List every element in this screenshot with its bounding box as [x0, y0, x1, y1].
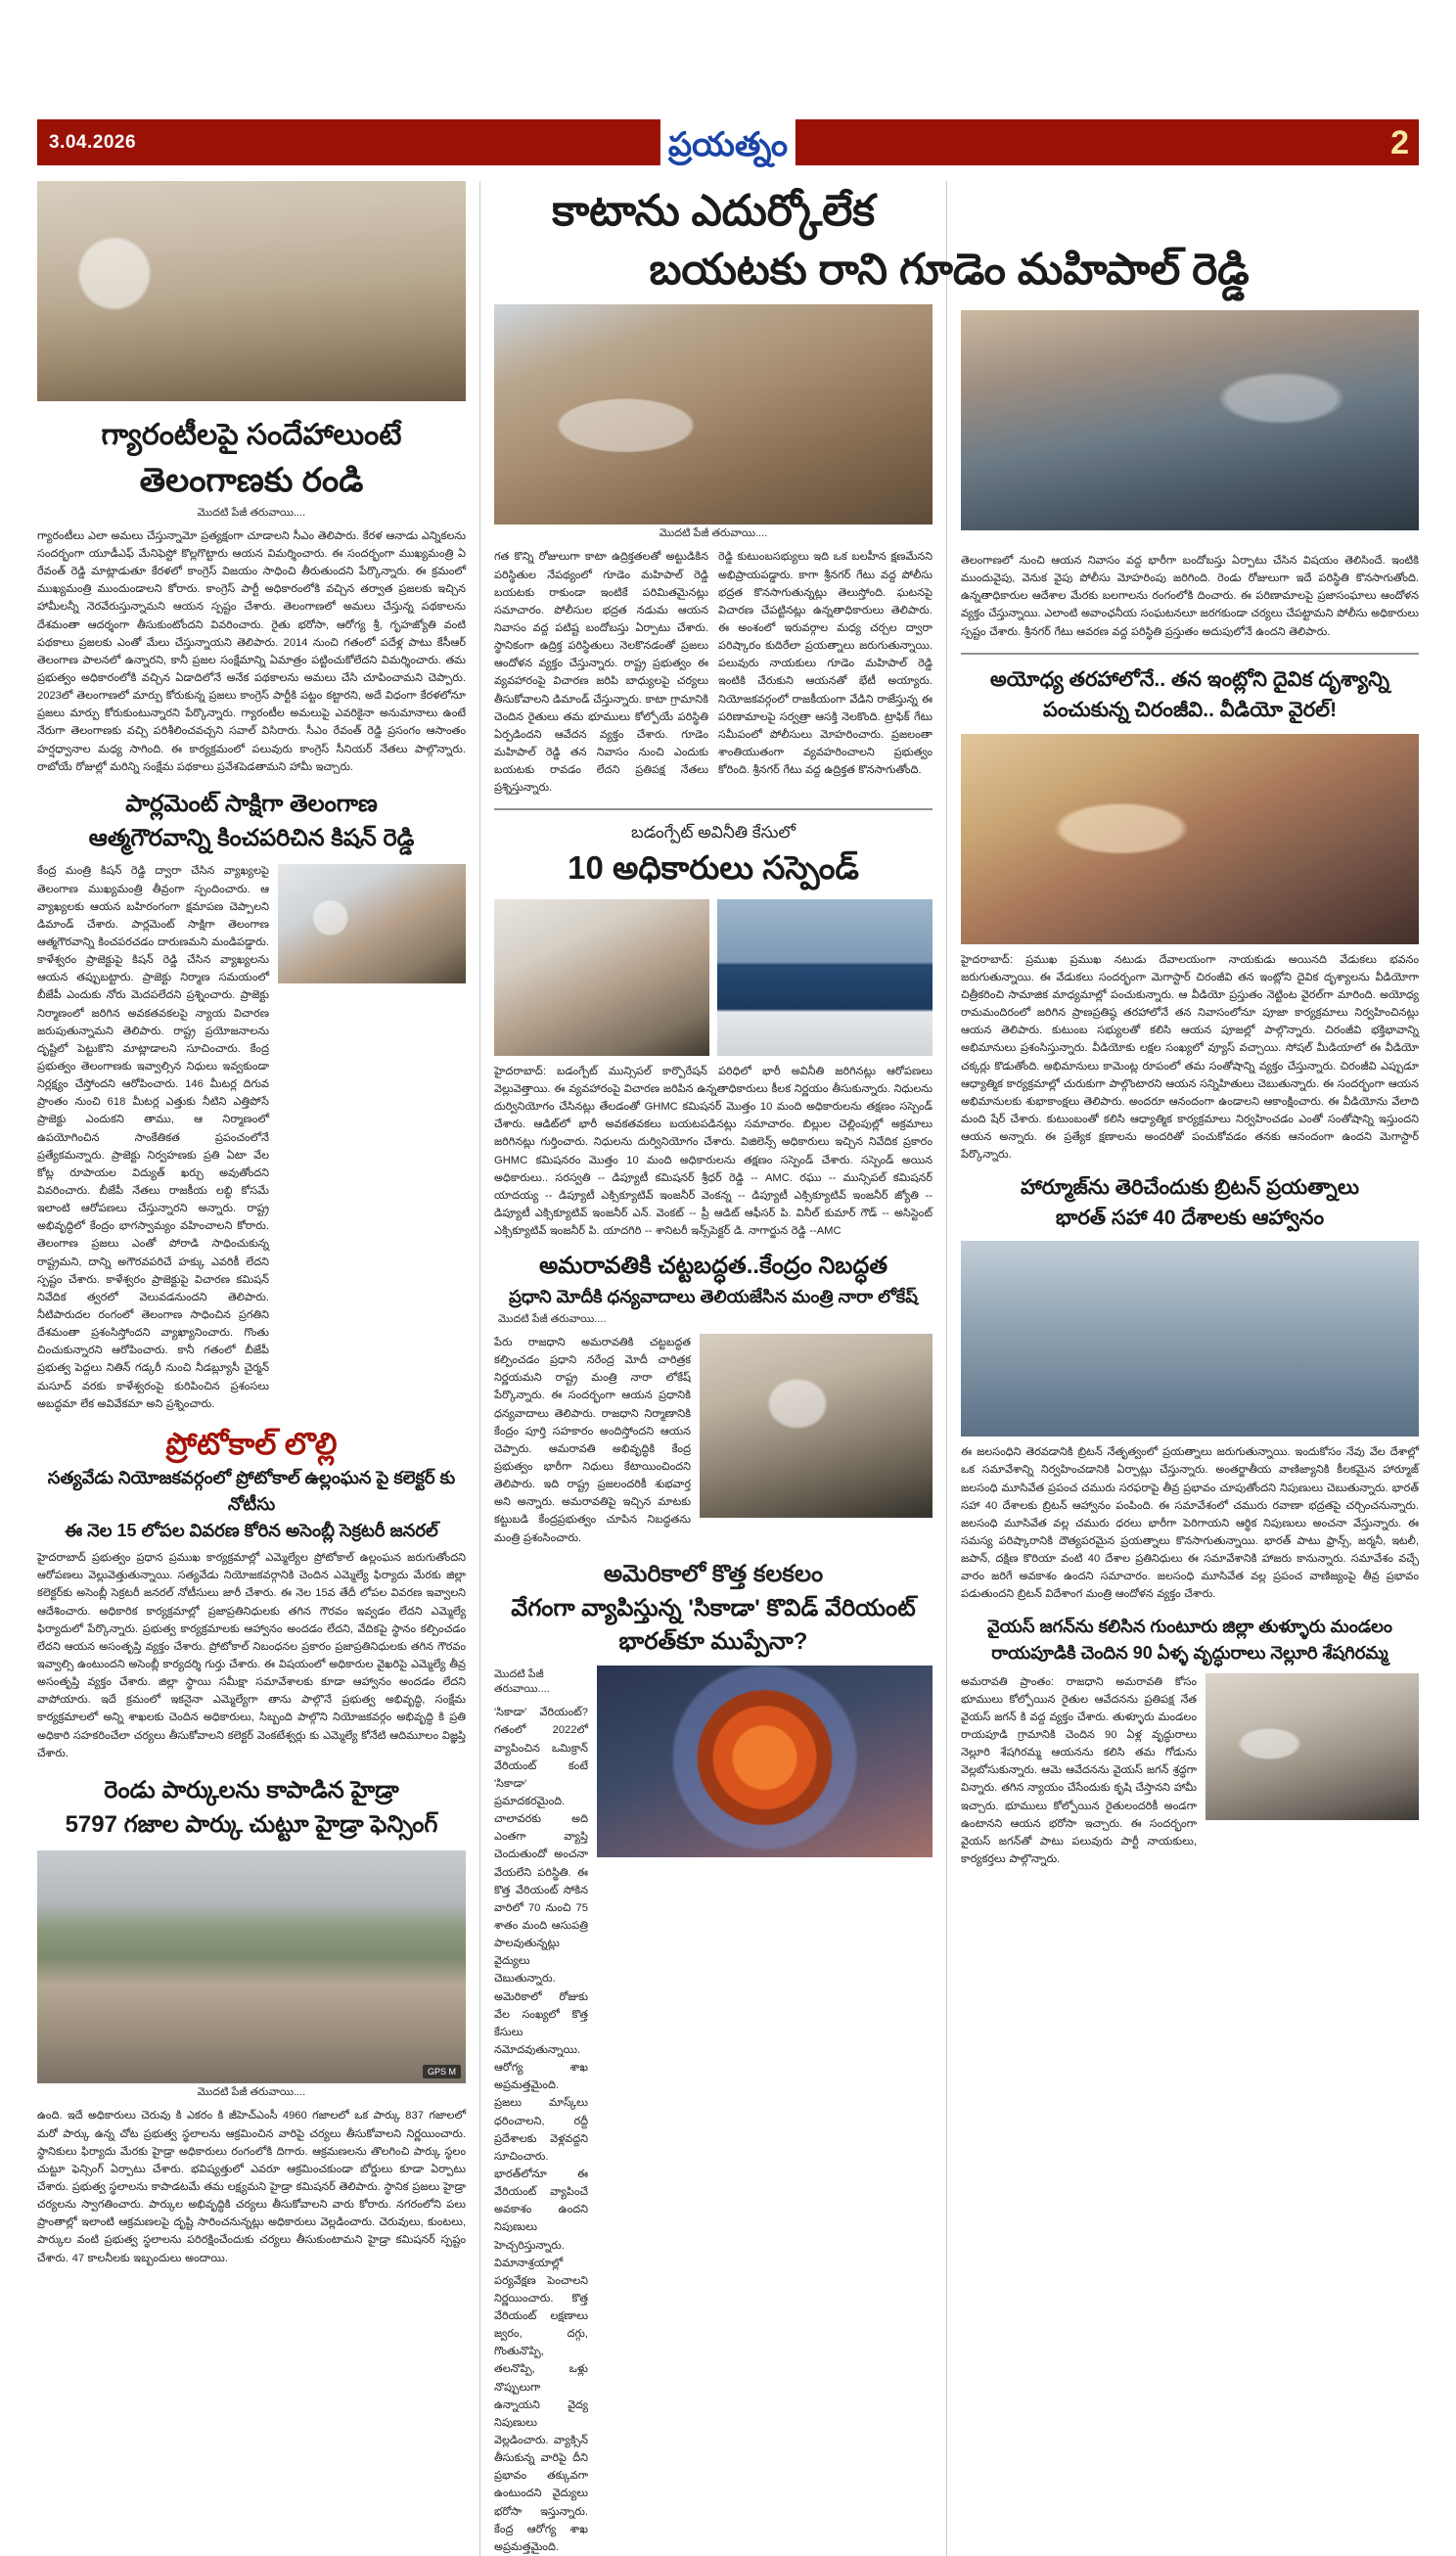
lead-photo-row	[494, 304, 933, 525]
right-column	[947, 181, 1419, 2556]
mid-story1-kicker: బడంగ్పేట్ అవినీతి కేసులో	[630, 823, 796, 843]
left-story4-caption: మొదటి పేజీ తరువాయి....	[197, 2086, 306, 2099]
right-story2-headline-line1: హార్మూజ్‌ను తెరిచేందుకు బ్రిటన్ ప్రయత్నాలు	[1021, 1176, 1359, 1200]
mid-story2-headline: అమరావతికి చట్టబద్ధత..కేంద్రం నిబద్ధత	[538, 1253, 888, 1280]
mid-story3-caption: మొదటి పేజీ తరువాయి....	[494, 1668, 550, 1696]
gps-watermark-badge: GPS M	[423, 2065, 461, 2078]
left-story1-headline-line1: గ్యారంటీలపై సందేహాలుంటే	[101, 419, 402, 451]
left-column	[37, 181, 479, 2556]
right-story2-body: ఈ జలసంధిని తెరవడానికి బ్రిటన్ నేతృత్వంలో ప్రయత్నాలు జరుగుతున్నాయి. ఇందుకోసం నేవు వేల దేశాల్లో ఒక సమావేశాన్ని నిర్వహించడానికి ఏర్పాట్లు చేస్తున్నారు. అంతర్జాతీయ వాణిజ్యానికి కీలకమైన హార్మూజ్ జలసంధి మూసివేత ప్రపంచ చమురు సరఫరాపై తీవ్ర ప్రభావం చూపుతోందని నిపుణులు చెబుతున్నారు. భారత్ సహా 40 దేశాలకు బ్రిటన్ ఆహ్వానం పంపింది. ఈ సమావేశంలో చమురు రవాణా భద్రతపై చర్చించనున్నారు. జలసంధి మూసివేత వల్ల చమురు ధరలు భారీగా పెరిగాయని ఆర్థిక నిపుణులు అంచనా వేస్తున్నారు. ఈ సమస్య పరిష్కారానికి దౌత్యపరమైన ప్రయత్నాలు కొనసాగుతున్నాయి. భారత్ పాటు ఫ్రాన్స్, జర్మనీ, ఇటలీ, జపాన్, దక్షిణ కొరియా వంటి 40 దేశాల ప్రతినిధులు ఈ సమావేశానికి హాజరు కానున్నారు. సమావేశం వచ్చే వారం జరిగే అవకాశం ఉందని సమాచారం. జలసంధి మూసివేత వల్ల ప్రపంచ వాణిజ్యంపై తీవ్ర ప్రభావం పడుతుందని బ్రిటన్ విదేశాంగ మంత్రి ఆందోళన వ్యక్తం చేశారు.	[961, 1446, 1419, 1601]
page-number: 2	[1390, 123, 1409, 161]
chiranjeevi-puja-photo	[961, 734, 1419, 944]
officer-desk-photo	[494, 899, 709, 1056]
lead-headline-line1: కాటాను ఎదుర్కోలేక	[552, 187, 875, 235]
left-story1-caption: మొదటి పేజీ తరువాయి....	[197, 506, 306, 519]
lead-headline-line2: బయటకు రాని గూడెం మహిపాల్ రెడ్డి	[649, 246, 1250, 294]
mid-story2-body: పేరు రాజధాని అమరావతికి చట్టబద్ధత కల్పించడం ప్రధాని నరేంద్ర మోదీ చారిత్రక నిర్ణయమని రాష్ట్ర మంత్రి నారా లోకేష్ పేర్కొన్నారు. ఈ సందర్భంగా ఆయన ప్రధానికి ధన్యవాదాలు తెలిపారు. రాజధాని నిర్మాణానికి కేంద్రం పూర్తి సహకారం అందిస్తోందని ఆయన చెప్పారు. అమరావతి అభివృద్ధికి కేంద్ర ప్రభుత్వం భారీగా నిధులు కేటాయించిందని తెలిపారు. ఇది రాష్ట్ర ప్రజలందరికీ శుభవార్త అని అన్నారు. అమరావతిపై ఇచ్చిన మాటకు కట్టుబడి కేంద్రప్రభుత్వం చూపిన నిబద్ధతను మంత్రి ప్రశంసించారు.	[494, 1337, 691, 1544]
mid-story2-layout	[494, 1334, 933, 1547]
right-story1-body: హైదరాబాద్: ప్రముఖ ప్రముఖ నటుడు దేవాలయంగా నాయకుడు అయినది వేడుకలు భవనం జరుగుతున్నాయి. ఈ వేడుకలు సందర్భంగా మెగాస్టార్ చిరంజీవి తన ఇంట్లోని దైవిక దృశ్యాలను వీడియోగా చిత్రీకరించి సామాజిక మాధ్యమాల్లో పంచుకున్నారు. ఆ వీడియో ప్రస్తుతం నెట్టింట వైరల్‌గా మారింది. అయోధ్య రామమందిరంలో జరిగిన ప్రాణప్రతిష్ఠ తరహాలోనే తన నివాసంలోనూ పూజా కార్యక్రమాలు నిర్వహించినట్లు ఆయన తెలిపారు. కుటుంబ సభ్యులతో కలిసి ఆయన పూజల్లో పాల్గొన్నారు. చిరంజీవి భక్తిభావాన్ని అభిమానులు ప్రశంసిస్తున్నారు. వీడియోకు లక్షల సంఖ్యలో వ్యూస్ వచ్చాయి. సోషల్ మీడియాలో ఈ వీడియో చక్కర్లు కొడుతోంది. అభిమానులు కామెంట్ల రూపంలో తమ సంతోషాన్ని వ్యక్తం చేస్తున్నారు. చిరంజీవి ఎప్పుడూ ఆధ్యాత్మిక కార్యక్రమాల్లో చురుకుగా పాల్గొంటారని ఆయన సన్నిహితులు చెబుతున్నారు. ఈ సందర్భంగా ఆయన అభిమానులకు శుభాకాంక్షలు తెలిపారు. అందరూ ఆనందంగా ఉండాలని ఆకాంక్షించారు. ఈ వీడియోను వేలాది మంది షేర్ చేశారు. కుటుంబంతో కలిసి ఆధ్యాత్మిక కార్యక్రమాలు నిర్వహించడం ఎంతో సంతోషాన్ని ఇస్తుందని ఆయన అన్నారు. ఈ ప్రత్యేక క్షణాలను అందరితో పంచుకోవడం తనకు ఆనందంగా ఉందని మెగాస్టార్ పేర్కొన్నారు.	[961, 953, 1419, 1162]
mid-story3-headline-line2: భారత్‌కూ ముప్పేనా?	[618, 1628, 808, 1656]
lead-body-col2: రెడ్డి కుటుంబసభ్యులు ఇది ఒక బలహీన క్షణమేనని అభిప్రాయపడ్డారు. కాగా శ్రీనగర్ గేటు వద్ద పోలీసు భద్రత కొనసాగుతున్నట్లు తెలుస్తోంది. ఘటనపై విచారణ చేపట్టినట్లు ఉన్నతాధికారులు తెలిపారు. ఈ అంశంలో ఇరువర్గాల మధ్య చర్చల ద్వారా పరిష్కారం కుదిరేలా ప్రయత్నాలు జరుగుతున్నాయి. పలువురు నాయకులు గూడెం మహిపాల్ రెడ్డి ఇంటికి చేరుకుని ఆయనతో భేటీ అయ్యారు. నియోజకవర్గంలో రాజకీయంగా వేడిని రాజేస్తున్న ఈ పరిణామాలపై సర్వత్రా ఆసక్తి నెలకొంది. ట్రాఫిక్ గేటు సమీపంలో పోలీసులు మోహరించారు. ప్రజలంతా శాంతియుతంగా వ్యవహరించాలని ప్రభుత్వం కోరింది. శ్రీనగర్ గేటు వద్ద ఉద్రిక్తత కొనసాగుతోంది.	[718, 551, 933, 777]
right-story3-layout	[961, 1673, 1419, 1869]
lead-photo-caption: మొదటి పేజీ తరువాయి....	[659, 527, 768, 540]
masthead-bar	[37, 119, 1419, 165]
right-story2-headline-line2: భారత్ సహా 40 దేశాలకు ఆహ్వానం	[1055, 1206, 1325, 1229]
left-story4-headline-line1: రెండు పార్కులను కాపాడిన హైడ్రా	[104, 1776, 399, 1803]
lokesh-modi-handshake-photo	[700, 1334, 933, 1518]
right-story3-headline-line1: వైయస్ జగన్‌ను కలిసిన గుంటూరు జిల్లా తుళ్ళూరు మండలం	[986, 1616, 1393, 1636]
page-columns	[37, 181, 1419, 2556]
left-story4-headline-line2: 5797 గజాల పార్కు చుట్టూ హైడ్రా ఫెన్సింగ్	[65, 1810, 438, 1838]
police-crowd-photo	[961, 310, 1419, 530]
left-story2-layout	[37, 862, 466, 1412]
mid-story3-headline-line1: వేగంగా వ్యాపిస్తున్న 'సికాడా' కొవిడ్ వేరియంట్	[511, 1594, 916, 1621]
newspaper-logo-text: ప్రయత్నం	[667, 125, 789, 163]
lead-body-col3: తెలంగాణలో నుంచి ఆయన నివాసం వద్ద భారీగా బందోబస్తు ఏర్పాటు చేసిన విషయం తెలిసిందే. ఇంటికి ముందువైపు, వెనుక వైపు పోలీసు మోహరింపు జరిగింది. రెండు రోజులుగా ఇదే పరిస్థితి కొనసాగుతోంది. ఉన్నతాధికారుల ఆదేశాల మేరకు బలగాలను రంగంలోకి దించారు. ఈ పరిణామాలపై ప్రజాసంఘాలు ఆందోళన వ్యక్తం చేస్తున్నాయి. ఎలాంటి అవాంఛనీయ సంఘటనలూ జరగకుండా చర్యలు చేపట్టామని పోలీసు అధికారులు స్పష్టం చేశారు. శ్రీనగర్ గేటు ఆవరణ వద్ద పరిస్థితి ప్రస్తుతం అదుపులోనే ఉందని తెలిపారు.	[961, 555, 1419, 638]
badangpet-municipal-board-photo	[717, 899, 933, 1056]
publication-date: 3.04.2026	[49, 131, 137, 153]
mid-story1-body: హైదరాబాద్: బడంగ్పేట్ మున్సిపల్ కార్పొరేషన్ పరిధిలో భారీ అవినీతి జరిగినట్లు ఆరోపణలు వెల్లువెత్తాయి. ఈ వ్యవహారంపై విచారణ జరిపిన ఉన్నతాధికారులు కీలక నిర్ణయం తీసుకున్నారు. నిధులను దుర్వినియోగం చేసినట్లు తేలడంతో GHMC కమిషనర్ మొత్తం 10 మంది అధికారులను తక్షణం సస్పెండ్ చేశారు. ఆడిట్‌లో భారీ అవకతవకలు బయటపడినట్లు సమాచారం. బిల్లుల చెల్లింపుల్లో అక్రమాలు జరిగినట్లు గుర్తించారు. నిధులను దుర్వినియోగం చేశారు. విజిలెన్స్ అధికారులు ఇచ్చిన నివేదిక ప్రకారం GHMC కమిషనరం మొత్తం 10 మంది అధికారులను తక్షణం సస్పెండ్ చేశారు. సస్పెండ్ అయిన అధికారులు.. సరస్వతి -- డిప్యూటీ కమిషనర్ శ్రీధర్ రెడ్డి -- AMC. రఘు -- మున్సిపల్ కమిషనర్ యాదయ్య -- డిప్యూటీ ఎక్సిక్యూటివ్ ఇంజనీర్ వెంకన్న -- డిప్యూటీ ఎక్సిక్యూటివ్ ఇంజనీర్ జ్యోతి -- డిప్యూటీ ఎక్సిక్యూటివ్ ఇంజనీర్ ఎన్. వెంకట్ -- ప్రీ ఆడిట్ ఆఫీసర్ పి. వినీల్ కుమార్ గౌడ్ -- అసిస్టెంట్ ఎక్సిక్యూటివ్ ఇంజనీర్ పి. యాదగిరి -- శానిటరీ ఇన్స్‌పెక్టర్ డి. నాగార్జున రెడ్డి --AMC	[494, 1065, 933, 1238]
mid-story3-body-left: 'సికాడా' వేరియంట్? గతంలో 2022లో వ్యాపించిన ఒమిక్రాన్ వేరియంట్ కంటే 'సికాడా' ప్రమాదకరమైంది. చాలావరకు అది ఎంతగా వ్యాప్తి చెందుతుందో అంచనా వేయలేని పరిస్థితి. ఈ కొత్త వేరియంట్ సోకిన వారిలో 70 నుంచి 75 శాతం మంది ఆసుపత్రి పాలవుతున్నట్లు వైద్యులు చెబుతున్నారు. అమెరికాలో రోజుకు వేల సంఖ్యలో కొత్త కేసులు నమోదవుతున్నాయి. ఆరోగ్య శాఖ అప్రమత్తమైంది. ప్రజలు మాస్క్‌లు ధరించాలని, రద్దీ ప్రదేశాలకు వెళ్లవద్దని సూచించారు. భారత్‌లోనూ ఈ వేరియంట్ వ్యాపించే అవకాశం ఉందని నిపుణులు హెచ్చరిస్తున్నారు. విమానాశ్రయాల్లో పర్యవేక్షణ పెంచాలని నిర్ణయించారు. కొత్త వేరియంట్ లక్షణాలు జ్వరం, దగ్గు, గొంతునొప్పి, తలనొప్పి, ఒళ్లు నొప్పులుగా ఉన్నాయని వైద్య నిపుణులు వెల్లడించారు. వ్యాక్సిన్ తీసుకున్న వారిపై దీని ప్రభావం తక్కువగా ఉంటుందని వైద్యులు భరోసా ఇస్తున్నారు. కేంద్ర ఆరోగ్య శాఖ అప్రమత్తమైంది.	[494, 1707, 588, 2553]
left-story3-headline: ప్రోటోకాల్ లొల్లి	[165, 1426, 338, 1461]
left-story2-headline-line1: పార్లమెంట్ సాక్షిగా తెలంగాణ	[125, 790, 378, 817]
kishan-reddy-speech-photo	[278, 864, 466, 983]
mid-story1-headline: 10 అధికారులు సస్పెండ్	[568, 848, 859, 886]
mid-story2-sub: ప్రధాని మోదీకి ధన్యవాదాలు తెలియజేసిన మంత్రి నారా లోకేష్	[509, 1287, 918, 1306]
mid-story3-layout	[494, 1666, 933, 2556]
left-story3-sub2: ఈ నెల 15 లోపల వివరణ కోరిన అసెంబ్లీ సెక్రటరీ జనరల్	[65, 1521, 438, 1541]
left-story2-body: కేంద్ర మంత్రి కిషన్ రెడ్డి ద్వారా చేసిన వ్యాఖ్యలపై తెలంగాణ ముఖ్యమంత్రి తీవ్రంగా స్పందించారు. ఆ వ్యాఖ్యలకు ఆయన బహిరంగంగా క్షమాపణ చెప్పాలని డిమాండ్ చేశారు. పార్లమెంట్ సాక్షిగా తెలంగాణ ఆత్మగౌరవాన్ని కించపరచడం దారుణమని మండిపడ్డారు. కాళేశ్వరం ప్రాజెక్టుపై కిషన్ రెడ్డి చేసిన వ్యాఖ్యలను ఆయన తప్పుబట్టారు. ప్రాజెక్టు నిర్మాణ సమయంలో బీజేపీ ఎందుకు నోరు మెదపలేదని ప్రశ్నించారు. ప్రాజెక్టు నిర్మాణంలో జరిగిన అవకతవకలపై న్యాయ విచారణ జరుపుతున్నామని తెలిపారు. రాష్ట్ర ప్రయోజనాలను దృష్టిలో పెట్టుకొని మాట్లాడాలని సూచించారు. కేంద్ర ప్రభుత్వం తెలంగాణకు ఇవ్వాల్సిన నిధులు ఇవ్వకుండా నిర్లక్ష్యం చేస్తోందని ఆరోపించారు. 146 మీటర్ల దిగువ ప్రాంతం నుంచి 618 మీటర్ల ఎత్తుకు నీటిని ఎత్తిపోసే ప్రాజెక్టు ఎందుకని తాము, ఆ నిర్మాణంలో ఉపయోగించిన సాంకేతికత ప్రపంచంలోనే ప్రత్యేకమన్నారు. ప్రాజెక్టు నిర్వహణకు ప్రతి ఏటా వేల కోట్ల రూపాయల విద్యుత్ ఖర్చు అవుతోందని వివరించారు. బీజేపీ నేతలు రాజకీయ లబ్ధి కోసమే ఇలాంటి ఆరోపణలు చేస్తున్నారని అన్నారు. రాష్ట్ర అభివృద్ధిలో కేంద్రం భాగస్వామ్యం వహించాలని కోరారు. తెలంగాణ ప్రజలు ఎంతో పోరాడి సాధించుకున్న రాష్ట్రమని, దాన్ని అగౌరవపరిచే హక్కు ఎవరికీ లేదని స్పష్టం చేశారు. కాళేశ్వరం ప్రాజెక్టుపై విచారణ కమిషన్ నివేదిక త్వరలో వెలువడనుందని తెలిపారు. నీటిపారుదల రంగంలో తెలంగాణ సాధించిన ప్రగతిని దేశమంతా ప్రశంసిస్తోందని వ్యాఖ్యానించారు. గొంతు చించుకున్నారని ఆరోపించారు. కానీ గతంలో బీజేపీ ప్రభుత్వ పెద్దలు నితిన్ గడ్కరీ నుంచి నీడబ్ల్యూసీ చైర్మన్ మసూద్ వరకు కాళేశ్వరంపై కురిపించిన ప్రశంసలు అబద్ధమా లేక అవివేకమా అని ప్రశ్నించారు.	[37, 865, 269, 1410]
road-fencing-truck-photo	[37, 1850, 466, 2083]
right-story1-headline-line2: పంచుకున్న చిరంజీవి.. వీడియో వైరల్!	[1042, 699, 1338, 722]
mid-story3-kicker: అమెరికాలో కొత్త కలకలం	[603, 1560, 824, 1587]
left-story4-body: ఉంది. ఇదే అధికారులు చెరువు కి ఎకరం కి జీహెచ్ఎంసీ 4960 గజాలలో ఒక పార్కు 837 గజాలలో మరో పార్కు ఉన్న చోట ప్రభుత్వ స్థలాలను ఆక్రమించిన వారిపై చర్యలు తీసుకోవాలని నిర్ణయించారు. స్థానికులు ఫిర్యాదు మేరకు హైడ్రా అధికారులు రంగంలోకి దిగారు. ఆక్రమణలను తొలగించి పార్కు స్థలం చుట్టూ ఫెన్సింగ్ ఏర్పాటు చేశారు. భవిష్యత్తులో ఎవరూ ఆక్రమించకుండా బోర్డులు కూడా ఏర్పాటు చేశారు. ప్రభుత్వ స్థలాలను కాపాడటమే తమ లక్ష్యమని హైడ్రా కమిషనర్ తెలిపారు. స్థానిక ప్రజలు హైడ్రా చర్యలను స్వాగతించారు. పార్కుల అభివృద్ధికి చర్యలు తీసుకోవాలని వారు కోరారు. నగరంలోని పలు ప్రాంతాల్లో ఇలాంటి ఆక్రమణలపై దృష్టి సారించనున్నట్లు అధికారులు వెల్లడించారు. చెరువులు, కుంటలు, పార్కుల వంటి ప్రభుత్వ స్థలాలను పరిరక్షించేందుకు చర్యలు తీసుకుంటామని హైడ్రా కమిషనర్ స్పష్టం చేశారు. 47 కాలనీలకు ఇబ్బందులు అందాయి.	[37, 2110, 466, 2264]
hormuz-strait-sea-photo	[961, 1241, 1419, 1437]
left-story1-headline-line2: తెలంగాణకు రండి	[139, 461, 364, 499]
mid-story2-caption: మొదటి పేజీ తరువాయి....	[498, 1313, 607, 1325]
jagan-meeting-group-photo	[1206, 1673, 1419, 1820]
lead-body-col1: గత కొన్ని రోజులుగా కాటా ఉద్రిక్తతలతో అట్టుడికిన పరిస్థితుల నేపథ్యంలో గూడెం మహిపాల్ రెడ్డి బయటకు రాకుండా ఇంటికే పరిమితమైనట్లు సమాచారం. పోలీసుల భద్రత నడుమ ఆయన నివాసం వద్ద పటిష్ట బందోబస్తు ఏర్పాటు చేశారు. స్థానికంగా ఉద్రిక్త పరిస్థితులు నెలకొనడంతో ప్రజలు ఆందోళన వ్యక్తం చేస్తున్నారు. రాష్ట్ర ప్రభుత్వం ఈ వ్యవహారంపై విచారణ జరిపి బాధ్యులపై చర్యలు తీసుకోవాలని డిమాండ్ చేస్తున్నారు. కాటా గ్రామానికి చెందిన రైతులు తమ భూములు కోల్పోయే పరిస్థితి ఏర్పడిందని ఆవేదన వ్యక్తం చేశారు. గూడెం మహిపాల్ రెడ్డి తన నివాసం నుంచి ఎందుకు బయటకు రావడం లేదని ప్రతిపక్ష నేతలు ప్రశ్నిస్తున్నారు.	[494, 551, 708, 795]
right-story3-body: అమరావతి ప్రాంతం: రాజధాని అమరావతి కోసం భూములు కోల్పోయిన రైతుల ఆవేదనను ప్రతిపక్ష నేత వైయస్ జగన్ కి వద్ద వ్యక్తం చేశారు. తుళ్ళూరు మండలం రాయపూడి గ్రామానికి చెందిన 90 ఏళ్ల వృద్ధురాలు నెల్లూరి శేషగిరమ్మ ఆయనను కలిసి తమ గోడును వెల్లబోసుకున్నారు. ఆమె ఆవేదనను వైయస్ జగన్ శ్రద్ధగా విన్నారు. తగిన న్యాయం చేసేందుకు కృషి చేస్తానని హామీ ఇచ్చారు. భూములు కోల్పోయిన రైతులందరికీ అండగా ఉంటానని ఆయన భరోసా ఇచ్చారు. ఈ సందర్భంగా వైయస్ జగన్‌తో పాటు పలువురు పార్టీ నాయకులు, కార్యకర్తలు పాల్గొన్నారు.	[961, 1675, 1197, 1865]
left-story3-sub1: సత్యవేడు నియోజకవర్గంలో ప్రోటోకాల్ ఉల్లంఘన పై కలెక్టర్ కు నోటీసు	[47, 1468, 456, 1515]
covid-virus-illustration	[597, 1666, 933, 1857]
congress-rally-photo	[37, 181, 466, 401]
mid-story1-photo-row	[494, 899, 933, 1056]
lead-body-row	[494, 548, 933, 797]
living-room-meeting-photo	[494, 304, 933, 525]
left-story3-body: హైదరాబాద్ ప్రభుత్వం ప్రధాన ప్రముఖ కార్యక్రమాల్లో ఎమ్మెల్యేల ప్రోటోకాల్ ఉల్లంఘన జరుగుతోందని ఆరోపణలు వెల్లువెత్తుతున్నాయి. సత్యవేడు నియోజకవర్గానికి చెందిన ఎమ్మెల్యే ఫిర్యాదు మేరకు జిల్లా కలెక్టర్‌కు అసెంబ్లీ సెక్రటరీ జనరల్ నోటీసులు జారీ చేశారు. ఈ నెల 15వ తేదీ లోపల వివరణ ఇవ్వాలని ఆదేశించారు. అధికారిక కార్యక్రమాల్లో ప్రజాప్రతినిధులకు తగిన గౌరవం ఇవ్వడం లేదని ఎమ్మెల్యే ఫిర్యాదులో పేర్కొన్నారు. ప్రభుత్వ కార్యక్రమాలకు ఆహ్వానం అందడం లేదని, వేదికపై స్థానం కల్పించడం లేదని ఆయన అసంతృప్తి వ్యక్తం చేశారు. ప్రోటోకాల్ నిబంధనల ప్రకారం ప్రజాప్రతినిధులకు తగిన గౌరవం ఇవ్వాల్సి ఉంటుందని అసెంబ్లీ కార్యదర్శి గుర్తు చేశారు. ఈ విషయంలో అధికారుల వైఖరిపై ఎమ్మెల్యే తీవ్ర అసంతృప్తి వ్యక్తం చేశారు. జిల్లా స్థాయి సమీక్షా సమావేశాలకు కూడా ఆహ్వానం అందడం లేదని వాపోయారు. ఇదే క్రమంలో ఇకనైనా ఎమ్మెల్యేగా తాను పాల్గొనే ప్రభుత్వ అభివృద్ధి, సంక్షేమ కార్యక్రమాలలో అన్ని శాఖలకు చెందిన అధికారులు, సిబ్బంది పాల్గొని నియోజకవర్గం అభివృద్ధి కి ప్రతి అధికారి సహకరించేలా చర్యలు తీసుకోవాలని కలెక్టర్ వెంకటేశ్వర్లు కు ఎమ్మెల్యే కోనేటి ఆదిమూలం విజ్ఞప్తి చేశారు.	[37, 1552, 467, 1759]
newspaper-logo	[660, 115, 796, 176]
right-story1-headline-line1: అయోధ్య తరహాలోనే.. తన ఇంట్లోని దైవిక దృశ్యాన్ని	[989, 667, 1390, 691]
left-story1-body: గ్యారంటీలు ఎలా అమలు చేస్తున్నామో ప్రత్యక్షంగా చూడాలని సీఎం తెలిపారు. కేరళ ఆనాడు ఎన్నికలను సందర్భంగా యూడీఎఫ్ మేనిఫెస్టో కొల్లగొట్టారు ఆయన విమర్శించారు. ఈ సందర్భంగా ముఖ్యమంత్రి ఏ రేవంత్ రెడ్డి మాట్లాడుతూ కేరళలో కాంగ్రెస్ విజయం సాధించి తీరుతుందని పేర్కొన్నారు. ఈ క్రమంలో ముఖ్యమంత్రి ముందుండాలని కోరారు. కాంగ్రెస్ పార్టీ అధికారంలోకి వచ్చిన తర్వాత ప్రజలకు ఇచ్చిన హామీలన్నీ నెరవేరుస్తున్నామని ఆయన స్పష్టం చేశారు. తెలంగాణలో అమలు చేస్తున్న పథకాలను దేశమంతా ఆదర్శంగా తీసుకుంటోందని వివరించారు. రైతు భరోసా, ఆరోగ్య శ్రీ, గృహజ్యోతి వంటి పథకాలు ప్రజలకు ఎంతో మేలు చేస్తున్నాయని తెలిపారు. 2014 నుంచి గతంలో పదేళ్ల పాటు కేసీఆర్ తెలంగాణ పాలనలో ఉన్నారని, కానీ ప్రజల సంక్షేమాన్ని ఏమాత్రం పట్టించుకోలేదని విమర్శించారు. తమ ప్రభుత్వం అధికారంలోకి వచ్చిన ఏడాదిలోనే అనేక పథకాలను అమలు చేసి చూపించామని చెప్పారు. 2023లో తెలంగాణలో మార్పు కోరుకున్న ప్రజలు కాంగ్రెస్ పార్టీకి పట్టం కట్టారని, అదే విధంగా కేరళలోనూ ప్రజలు మార్పు కోరుకుంటున్నారని పేర్కొన్నారు. గ్యారంటీల అమలుపై ఎవరికైనా అనుమానాలు ఉంటే నేరుగా తెలంగాణకు వచ్చి పరిశీలించవచ్చని సవాల్ విసిరారు. సీఎం రేవంత్ రెడ్డి ప్రసంగం ఆసాంతం హర్షధ్వానాల మధ్య సాగింది. ఈ కార్యక్రమంలో పలువురు కాంగ్రెస్ సీనియర్ నేతలు పాల్గొన్నారు. రాబోయే రోజుల్లో మరిన్ని సంక్షేమ పథకాలు ప్రవేశపెడతామని హామీ ఇచ్చారు.	[37, 529, 466, 773]
left-story2-headline-line2: ఆత్మగౌరవాన్ని కించపరిచిన కిషన్ రెడ్డి	[88, 824, 415, 851]
right-story3-headline-line2: రాయపూడికి చెందిన 90 ఏళ్ళ వృద్ధురాలు నెల్లూరి శేషగిరమ్మ	[991, 1642, 1388, 1663]
middle-column	[479, 181, 947, 2556]
